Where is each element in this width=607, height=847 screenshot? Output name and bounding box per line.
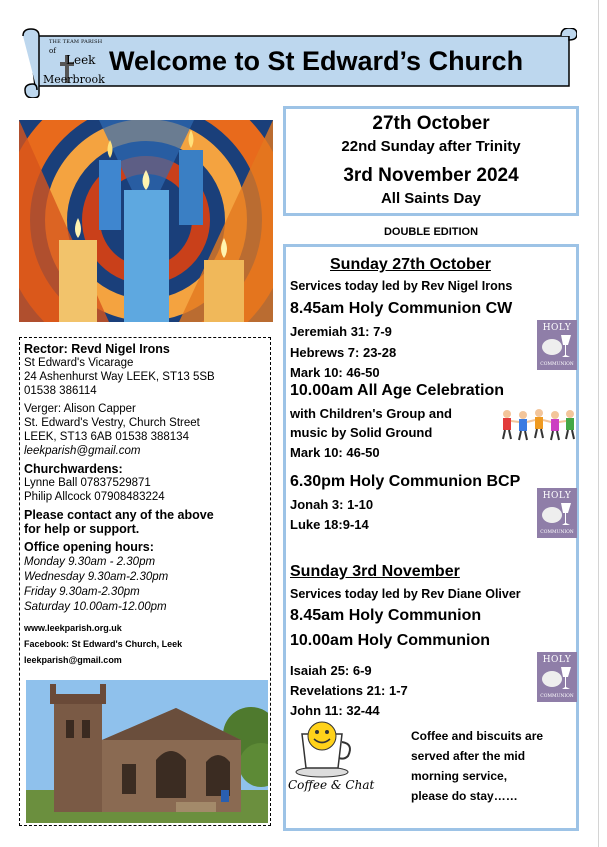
reading: Hebrews 7: 23-28 [290,345,397,360]
contact-note: Please contact any of the above [24,508,214,522]
occasion-2: All Saints Day [380,190,482,207]
holy-communion-icon [537,652,577,702]
office-hours-line: Monday 9.30am - 2.30pm [24,556,156,568]
churchwardens-title: Churchwardens: [24,462,123,476]
website-link[interactable]: www.leekparish.org.uk [24,623,122,633]
service-3: 6.30pm Holy Communion BCP [290,473,521,490]
reading: Mark 10: 46-50 [290,445,380,460]
reading: Isaiah 25: 6-9 [290,663,372,678]
verger-line: LEEK, ST13 6AB 01538 388134 [24,431,189,443]
coffee-chat-logo [288,720,375,798]
reading: Jonah 3: 1-10 [290,497,374,512]
service-2-detail: with Children's Group and [290,406,452,421]
rector-line: 01538 386114 [24,385,97,397]
warden-line: Philip Allcock 07908483224 [24,491,165,503]
sunday-heading-1: Sunday 27th October [330,256,491,273]
holy-badge-bottom: COMMUNION [540,694,574,699]
office-hours-line: Saturday 10.00am-12.00pm [24,601,167,613]
holy-communion-icon [537,488,577,538]
email-link[interactable]: leekparish@gmail.com [24,655,122,665]
edition-label: DOUBLE EDITION [383,226,479,238]
led-by-1: Services today led by Rev Nigel Irons [290,279,513,293]
service-2-detail: music by Solid Ground [290,425,433,440]
holy-badge-top: HOLY [542,655,572,665]
church-photo [26,680,268,823]
service-2: 10.00am All Age Celebration [290,382,504,399]
rector-line: St Edward's Vicarage [24,357,134,369]
facebook-link[interactable]: Facebook: St Edward's Church, Leek [24,639,183,649]
coffee-text: please do stay…… [411,789,518,803]
contact-note: for help or support. [24,522,140,536]
holy-badge-bottom: COMMUNION [540,362,574,367]
logo-of: of [49,47,56,55]
led-by-2: Services today led by Rev Diane Oliver [290,587,521,601]
rector-line: 24 Ashenhurst Way LEEK, ST13 5SB [24,371,215,383]
verger-email[interactable]: leekparish@gmail.com [24,445,141,457]
office-hours-line: Friday 9.30am-2.30pm [24,586,140,598]
coffee-text: Coffee and biscuits are [411,729,544,743]
banner [21,28,577,98]
contact-box [19,337,271,826]
date-1: 27th October [372,113,490,134]
holy-badge-top: HOLY [542,491,572,501]
verger-title: Verger: Alison Capper [24,403,136,415]
verger-line: St. Edward's Vestry, Church Street [24,417,200,429]
rector-title: Rector: Revd Nigel Irons [24,342,170,356]
logo-meerbrook: Meerbrook [43,73,105,86]
office-hours-title: Office opening hours: [24,540,154,554]
reading: John 11: 32-44 [290,703,380,718]
service-1: 8.45am Holy Communion CW [290,300,513,317]
service-4: 8.45am Holy Communion [290,607,482,624]
office-hours-line: Wednesday 9.30am-2.30pm [24,571,169,583]
coffee-cup-icon [288,720,370,780]
warden-line: Lynne Ball 07837529871 [24,477,151,489]
holy-badge-bottom: COMMUNION [540,530,574,535]
logo-leek: Leek [66,53,96,67]
service-5: 10.00am Holy Communion [290,632,491,649]
reading: Luke 18:9-14 [290,517,369,532]
reading: Mark 10: 46-50 [290,365,380,380]
reading: Jeremiah 31: 7-9 [290,324,392,339]
reading: Revelations 21: 1-7 [290,683,408,698]
page-title: Welcome to St Edward’s Church [109,46,524,76]
children-icon [499,407,577,443]
date-2: 3rd November 2024 [343,165,519,186]
coffee-text: morning service, [411,769,508,783]
date-box [283,106,579,216]
services-box [283,244,579,831]
occasion-1: 22nd Sunday after Trinity [341,138,521,155]
logo-small-text: THE TEAM PARISH [49,39,103,45]
holy-badge-top: HOLY [542,323,572,333]
coffee-text: served after the mid [411,749,526,763]
coffee-chat-label: Coffee & Chat [288,778,375,792]
sunday-heading-2: Sunday 3rd November [290,563,460,580]
holy-communion-icon [537,320,577,370]
candles-image [19,120,273,322]
